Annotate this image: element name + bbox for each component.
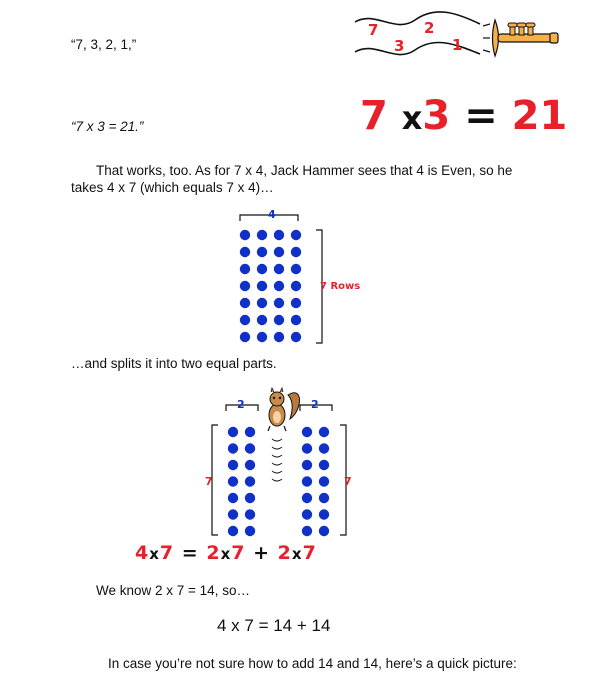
- array-dot: [302, 493, 312, 503]
- big-equation-times: x: [401, 99, 423, 137]
- left-side-label: 7: [205, 475, 213, 488]
- squirrel-icon: [268, 388, 300, 431]
- split-eq-cx: x: [220, 545, 232, 563]
- array-dot: [274, 281, 284, 291]
- array-dot: [291, 281, 301, 291]
- array-dot: [257, 281, 267, 291]
- split-eq-b: 7: [159, 542, 175, 564]
- split-eq-plus: +: [253, 542, 271, 564]
- array-dot: [228, 526, 238, 536]
- array-dot: [302, 443, 312, 453]
- array-dot: [240, 264, 250, 274]
- trumpet-number: 3: [394, 37, 405, 55]
- split-eq-equals: =: [181, 542, 199, 564]
- trumpet-illustration: [340, 8, 570, 68]
- split-eq-ax: x: [149, 545, 160, 563]
- array-dot: [319, 526, 329, 536]
- array-dot: [319, 443, 329, 453]
- array-dot: [319, 493, 329, 503]
- array-dot: [240, 332, 250, 342]
- paragraph-split: …and splits it into two equal parts.: [71, 356, 277, 371]
- paragraph-picture-intro: In case you’re not sure how to add 14 and 14, here’s a quick picture:: [108, 656, 517, 671]
- array-dot: [240, 298, 250, 308]
- array-dot: [257, 315, 267, 325]
- array-dot: [228, 427, 238, 437]
- split-eq-ex: x: [291, 545, 303, 563]
- array-dot: [291, 264, 301, 274]
- array-top-label: 4: [268, 208, 276, 221]
- paragraph-known-fact: We know 2 x 7 = 14, so…: [96, 583, 250, 598]
- array-dot: [302, 476, 312, 486]
- split-eq-f: 7: [302, 542, 317, 564]
- array-dot: [245, 443, 255, 453]
- big-equation-left: 7: [360, 93, 388, 139]
- paragraph-even-swap: That works, too. As for 7 x 4, Jack Hammer sees that 4 is Even, so he takes 4 x 7 (which equals 7 x 4)…: [71, 163, 513, 195]
- array-dot: [291, 332, 301, 342]
- array-dot: [245, 460, 255, 470]
- array-dot: [274, 315, 284, 325]
- array-dot: [240, 230, 250, 240]
- array-dot: [291, 247, 301, 257]
- array-dot: [274, 298, 284, 308]
- saw-marks: [272, 439, 282, 481]
- array-dot: [302, 460, 312, 470]
- left-top-label: 2: [237, 398, 245, 411]
- array-dot: [245, 427, 255, 437]
- array-dot: [302, 427, 312, 437]
- split-eq-c: 2: [206, 542, 221, 564]
- split-dot-arrays: [200, 385, 360, 545]
- array-dot: [228, 443, 238, 453]
- array-dot: [245, 526, 255, 536]
- array-dot: [319, 460, 329, 470]
- right-side-label: 7: [344, 475, 352, 488]
- array-dot: [257, 332, 267, 342]
- big-equation-equals: =: [464, 93, 498, 139]
- array-dot: [274, 264, 284, 274]
- array-dot: [245, 476, 255, 486]
- trumpet-number: 7: [368, 21, 379, 39]
- array-dot: [291, 315, 301, 325]
- big-equation-result: 21: [511, 93, 568, 139]
- trumpet-number: 2: [424, 19, 435, 37]
- big-equation: [360, 92, 567, 142]
- array-dot: [319, 509, 329, 519]
- array-dot: [240, 247, 250, 257]
- array-dot: [228, 493, 238, 503]
- array-dot: [274, 230, 284, 240]
- array-dot: [274, 332, 284, 342]
- array-dot: [257, 264, 267, 274]
- array-dot: [319, 427, 329, 437]
- array-dot: [302, 526, 312, 536]
- array-side-label: 7 Rows: [320, 281, 361, 292]
- right-top-label: 2: [311, 398, 319, 411]
- array-dot: [245, 509, 255, 519]
- quote-countdown: “7, 3, 2, 1,”: [71, 37, 137, 52]
- array-dot: [245, 493, 255, 503]
- dot-array-4x7: [230, 205, 370, 345]
- array-dot: [291, 230, 301, 240]
- array-dot: [257, 247, 267, 257]
- split-eq-a: 4: [135, 542, 150, 564]
- array-dot: [240, 281, 250, 291]
- array-dot: [257, 230, 267, 240]
- array-dot: [274, 247, 284, 257]
- quote-multiplication: “7 x 3 = 21.”: [71, 119, 144, 134]
- array-dot: [257, 298, 267, 308]
- trumpet-number: 1: [452, 36, 463, 54]
- array-dot: [291, 298, 301, 308]
- array-dot: [302, 509, 312, 519]
- equation-sum: 4 x 7 = 14 + 14: [217, 616, 331, 635]
- big-equation-mid: 3: [422, 93, 451, 139]
- split-eq-e: 2: [277, 542, 292, 564]
- array-dot: [319, 476, 329, 486]
- split-eq-d: 7: [231, 542, 246, 564]
- array-dot: [228, 509, 238, 519]
- array-dot: [228, 476, 238, 486]
- array-dot: [240, 315, 250, 325]
- array-dot: [228, 460, 238, 470]
- split-equation: [135, 541, 317, 566]
